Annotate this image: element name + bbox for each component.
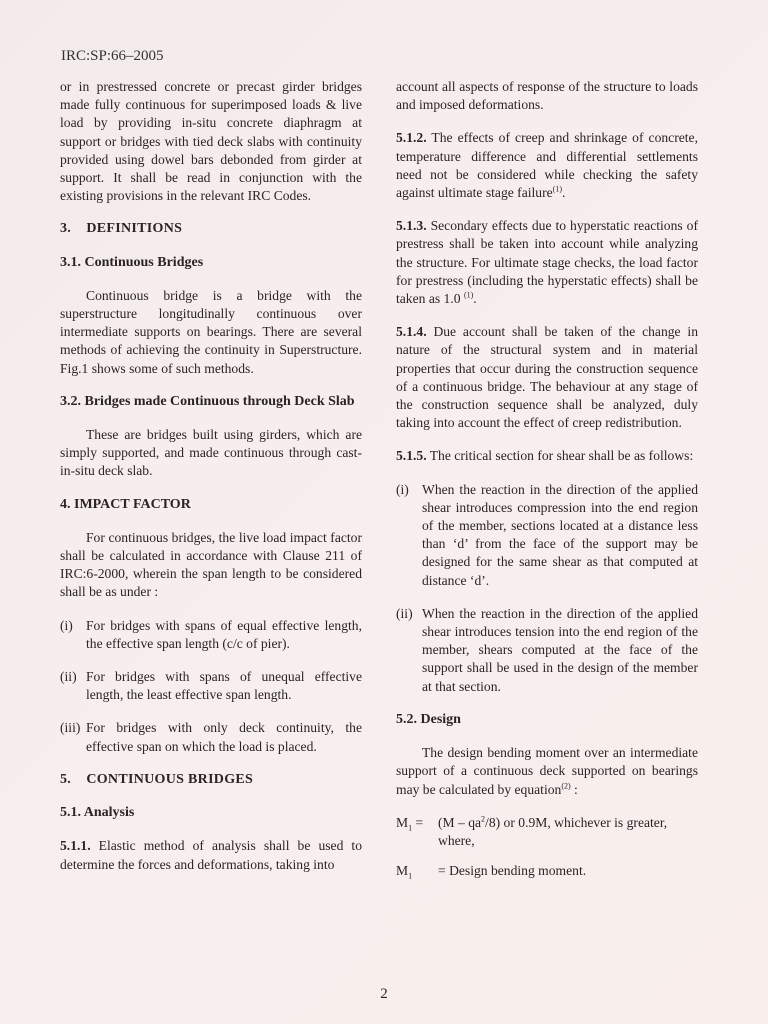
section-3-number: 3.	[60, 221, 72, 237]
section-3-1-text: Continuous bridge is a bridge with the superstructure longitudinally continuous over intermediate supports on bearings. There are several methods of achieving the continuity in Superstructure. Fig.1 shows some of such methods.	[60, 287, 362, 376]
list-item-label: (ii)	[60, 669, 77, 685]
reference-marker: (1)	[552, 184, 562, 194]
section-3-title: DEFINITIONS	[86, 221, 183, 237]
equation-m1	[396, 814, 698, 850]
section-5-1-4-text: Due account shall be taken of the change in nature of the structural system and in material properties that occur during the construction sequence of a continuous bridge. The behaviour at any stage of the construction sequence shall be analyzed, duly taking into account the effect of creep redistribution.	[396, 324, 698, 431]
equation-rhs-part: (M – qa	[438, 814, 482, 830]
section-5-1-5-paragraph	[396, 447, 698, 465]
document-code-header: IRC:SP:66–2005	[61, 48, 164, 64]
sentence-end: :	[570, 781, 578, 797]
list-item-label: (ii)	[396, 605, 413, 621]
section-5-2-body: The design bending moment over an intermediate support of a continuous deck supported on bearings may be calculated by equation	[396, 745, 698, 797]
section-5-1-4-number: 5.1.4.	[396, 324, 427, 340]
section-5-1-2-text: The effects of creep and shrinkage of concrete, temperature difference and differential settlements need not be considered while checking the safety against ultimate stage failure	[396, 130, 698, 201]
equation-superscript: 2	[481, 814, 486, 824]
equation-lhs	[396, 862, 412, 880]
continued-paragraph: account all aspects of response of the structure to loads and imposed deformations.	[396, 79, 698, 113]
right-column	[396, 78, 698, 892]
list-item-text: For bridges with only deck continuity, the effective span on which the load is placed.	[86, 720, 362, 754]
section-4-heading: 4. IMPACT FACTOR	[60, 496, 191, 512]
equation-lhs	[396, 814, 423, 832]
list-item-text: For bridges with spans of unequal effective length, the least effective span length.	[86, 669, 362, 703]
equation-subscript: 1	[408, 823, 413, 833]
section-4-text: For continuous bridges, the live load impact factor shall be calculated in accordance with Clause 211 of IRC:6-2000, wherein the span length to be considered shall be as under :	[60, 529, 362, 600]
sentence-end: .	[473, 291, 477, 307]
list-item-label: (i)	[60, 617, 73, 633]
section-5-heading	[60, 771, 362, 789]
list-item	[396, 481, 698, 590]
section-3-heading	[60, 220, 362, 238]
section-5-1-heading: 5.1. Analysis	[60, 805, 135, 821]
section-5-title: CONTINUOUS BRIDGES	[86, 771, 254, 787]
reference-marker: (1)	[463, 290, 474, 300]
section-5-1-3-text: Secondary effects due to hyperstatic reactions of prestress shall be taken into account while analyzing the structure. For ultimate stage checks, the load factor for prestress (including the hyperstatic effects) shall be taken as 1.0	[396, 218, 698, 307]
section-3-2-heading: 3.2. Bridges made Continuous through Deck Slab	[60, 393, 355, 409]
left-column	[60, 78, 362, 889]
section-5-1-5-text: The critical section for shear shall be as follows:	[429, 448, 694, 464]
equation-where: where,	[438, 832, 475, 848]
list-item-label: (i)	[396, 481, 409, 497]
page-number: 2	[380, 986, 388, 1002]
list-item-text: For bridges with spans of equal effective length, the effective span length (c/c of pier).	[86, 617, 362, 651]
intro-paragraph: or in prestressed concrete or precast girder bridges made fully continuous for superimposed loads & live load by providing in-situ concrete diaphragm at support or bridges with tied deck slabs with continuity provided using dowel bars debonded from girder at support. It shall be read in conjunction with the existing provisions in the relevant IRC Codes.	[60, 79, 362, 204]
equation-m1-definition	[396, 862, 698, 880]
section-5-1-4-paragraph	[396, 323, 698, 432]
section-5-1-2-paragraph	[396, 129, 698, 202]
section-5-1-3-paragraph	[396, 217, 698, 308]
sentence-end: .	[561, 185, 566, 201]
section-5-2-text	[396, 744, 698, 799]
section-5-1-1-text: Elastic method of analysis shall be used to determine the forces and deformations, taking into	[60, 838, 363, 872]
section-5-1-2-number: 5.1.2.	[396, 130, 427, 146]
equals-sign: =	[412, 814, 424, 830]
section-5-1-5-number: 5.1.5.	[396, 448, 427, 464]
section-5-number: 5.	[60, 771, 72, 787]
list-item	[60, 617, 362, 653]
section-5-2-heading: 5.2. Design	[396, 711, 461, 727]
section-3-2-text: These are bridges built using girders, which are simply supported, and made continuous through cast-in-situ deck slab.	[60, 427, 362, 479]
section-5-1-1-number: 5.1.1.	[60, 838, 91, 854]
list-item	[396, 605, 698, 696]
section-5-1-1-paragraph	[60, 837, 362, 873]
equation-subscript: 1	[408, 871, 413, 881]
list-item	[60, 668, 362, 704]
section-5-1-3-number: 5.1.3.	[396, 218, 427, 234]
equation-symbol: M	[396, 814, 409, 830]
equation-symbol: M	[396, 863, 409, 879]
list-item-label: (iii)	[60, 720, 81, 736]
section-3-1-heading: 3.1. Continuous Bridges	[60, 254, 204, 270]
equation-rhs-part: /8) or 0.9M, whichever is greater,	[485, 814, 668, 830]
equation-rhs: = Design bending moment.	[438, 863, 587, 879]
reference-marker: (2)	[561, 780, 571, 790]
list-item	[60, 719, 362, 755]
list-item-text: When the reaction in the direction of the applied shear introduces tension into the end region of the member, shears computed at the face of the support shall be used in the design of the member at that section.	[422, 605, 698, 694]
list-item-text: When the reaction in the direction of the applied shear introduces compression into the end region of the member, sections located at a distance less than ‘d’ from the face of the support may be designed for the same shear as that computed at distance ‘d’.	[422, 481, 698, 588]
